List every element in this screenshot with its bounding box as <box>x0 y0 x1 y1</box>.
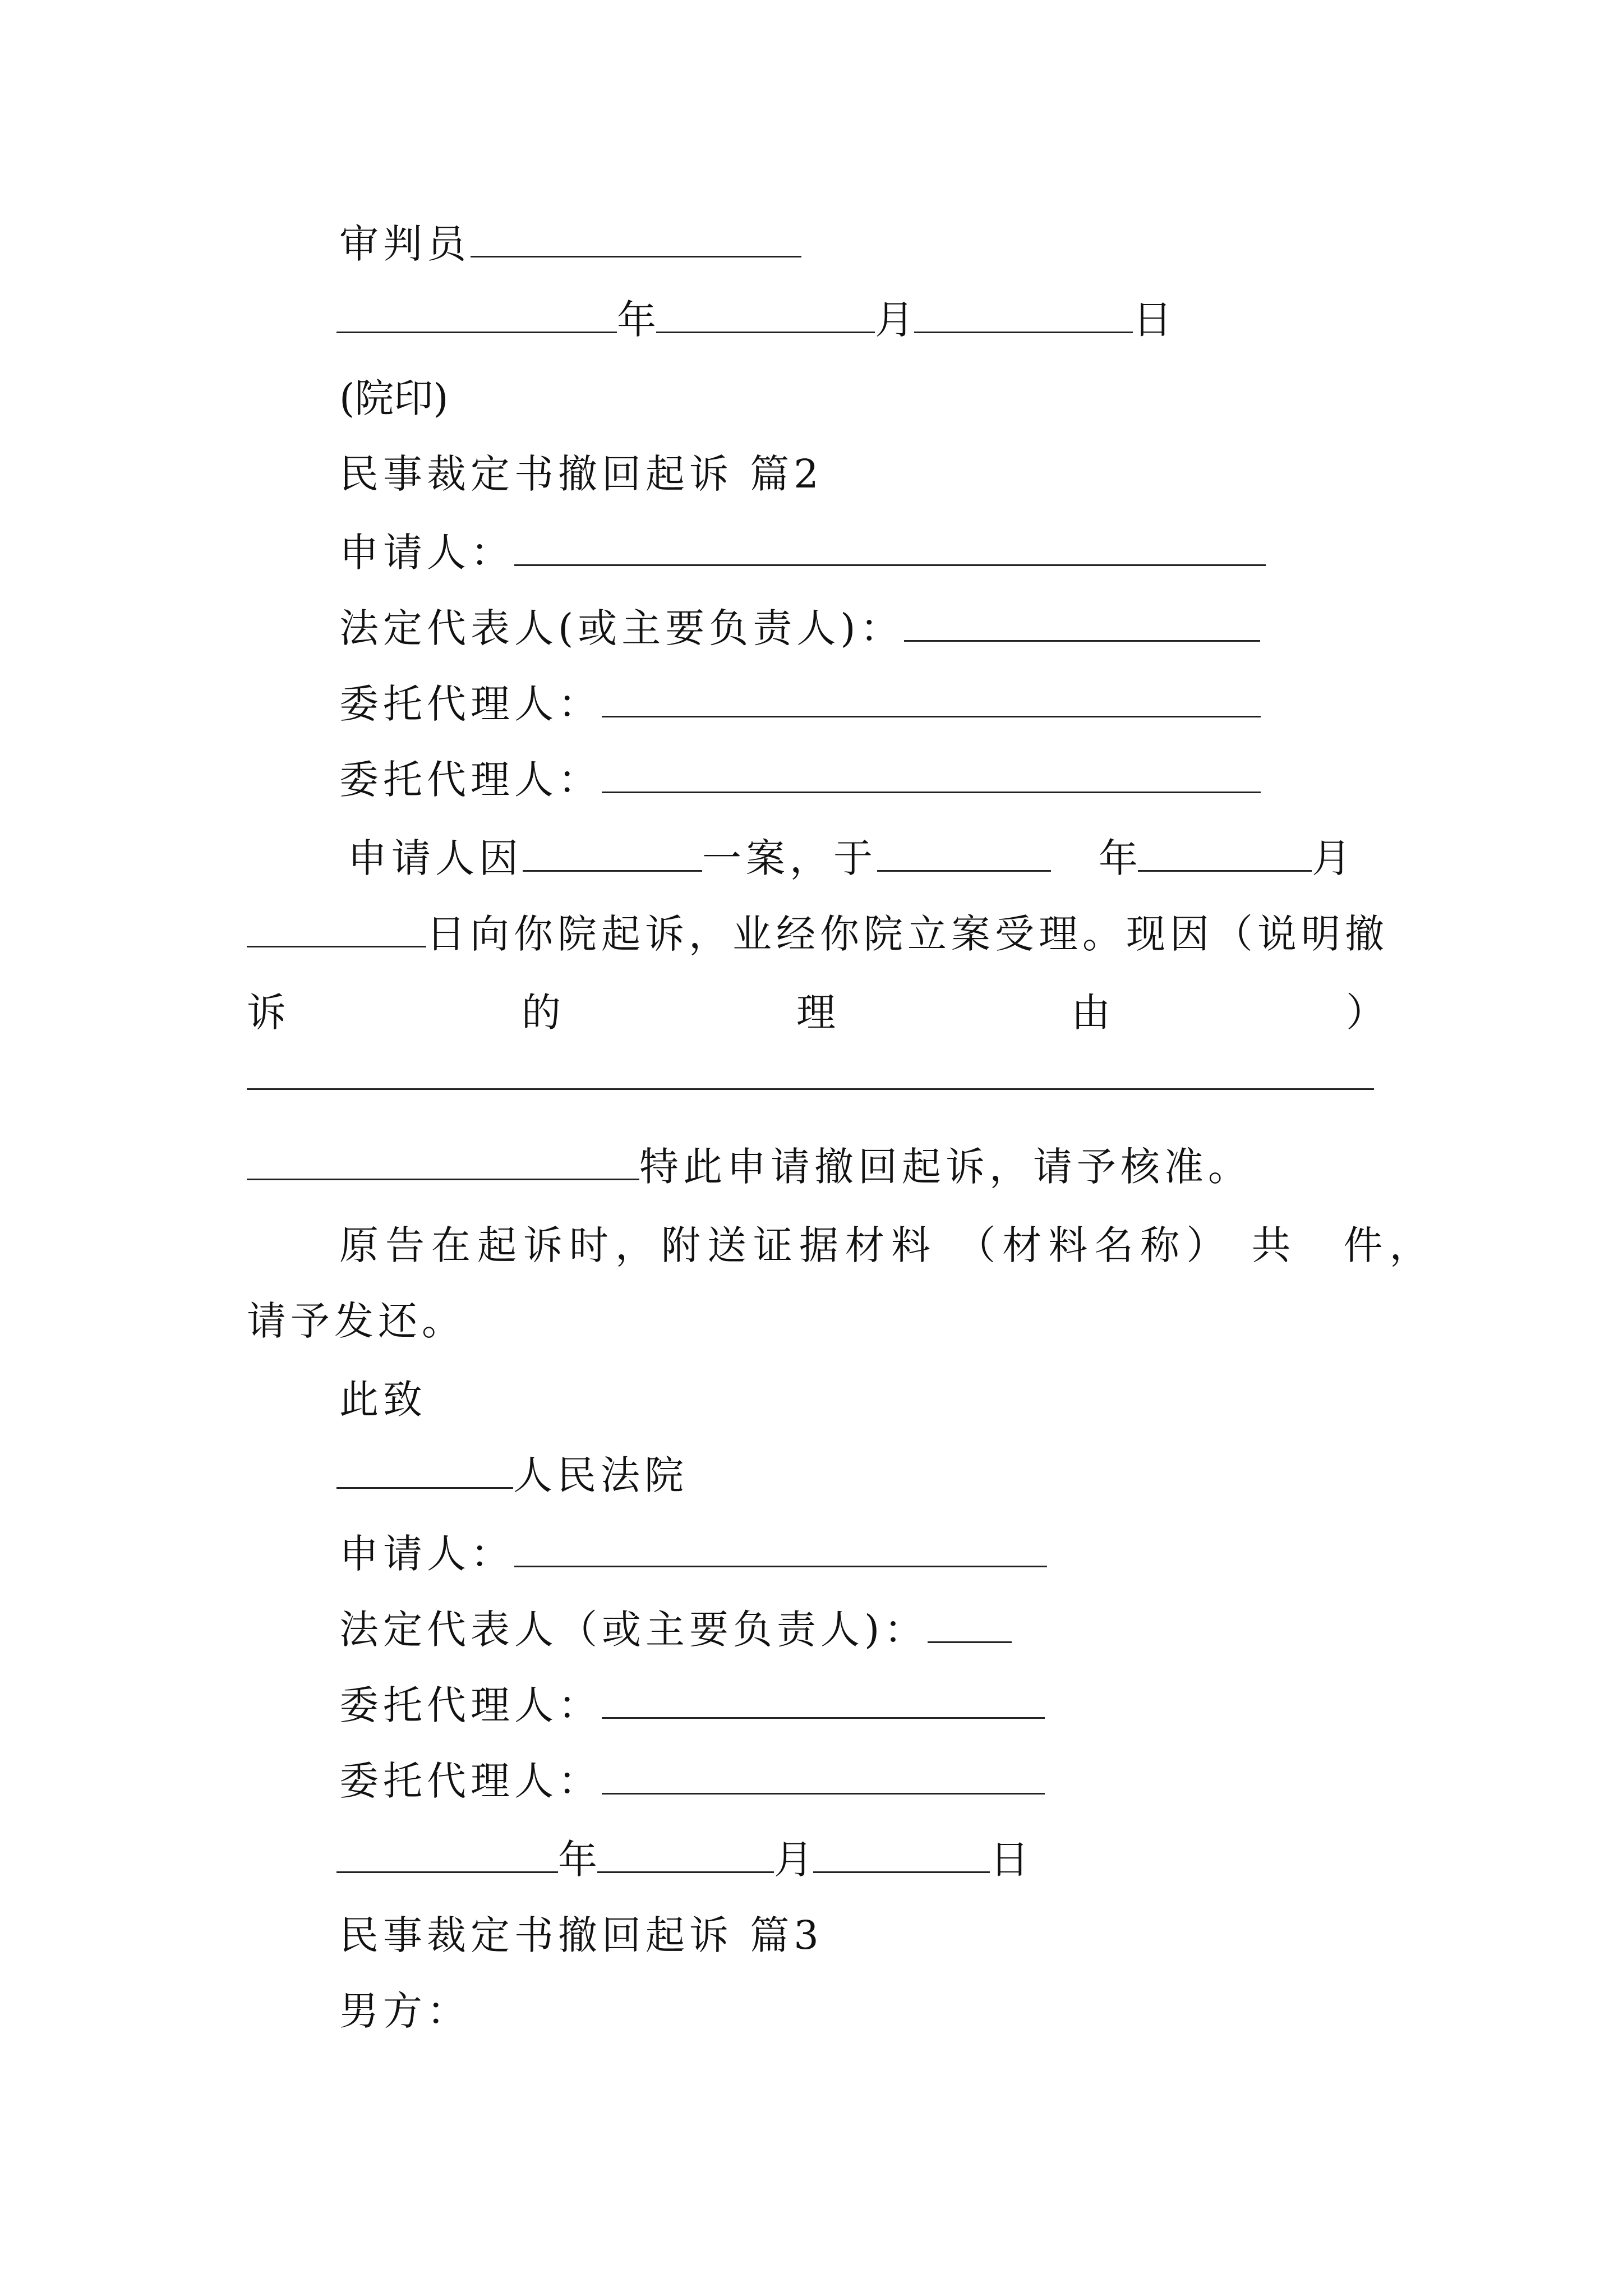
sign-agent-blank-2 <box>602 1759 1045 1795</box>
body-line-3 <box>247 982 1385 1043</box>
section3-title-text: 民事裁定书撤回起诉 篇3 <box>339 1912 823 1958</box>
body-p1-a: 申请人因 <box>348 835 523 881</box>
body-p1-b: 一案，于 <box>702 835 877 881</box>
sign-agent-line-1 <box>339 1674 1045 1736</box>
sign-applicant-blank <box>514 1532 1047 1567</box>
section2-title-text: 民事裁定书撤回起诉 篇2 <box>339 451 823 497</box>
court-seal-text: (院印) <box>339 375 449 421</box>
day2-blank <box>247 912 426 947</box>
legal-rep-label: 法定代表人(或主要负责人)： <box>339 605 904 651</box>
reason-blank-2 <box>247 1145 639 1180</box>
body-p6: 请予发还。 <box>247 1298 465 1344</box>
body-p5: 原告在起诉时，附送证据材料 （材料名称） 共 件， <box>339 1222 1436 1268</box>
sign-day-blank <box>813 1838 990 1873</box>
date-line-2 <box>336 1829 1029 1890</box>
day-label: 日 <box>1133 297 1172 343</box>
agent-label-2: 委托代理人： <box>339 757 602 803</box>
legal-rep-line <box>339 597 1260 659</box>
reason-blank-1 <box>247 1055 1374 1090</box>
sign-month-blank <box>597 1838 774 1873</box>
sign-month-label: 月 <box>774 1837 813 1883</box>
body-line-1 <box>348 827 1351 889</box>
applicant-label: 申请人： <box>339 530 514 576</box>
month-label: 月 <box>875 297 914 343</box>
salutation-text: 此致 <box>339 1377 427 1423</box>
applicant-blank <box>514 531 1266 566</box>
sign-agent-label-2: 委托代理人： <box>339 1758 602 1804</box>
sign-day-label: 日 <box>990 1837 1029 1883</box>
case-blank <box>523 836 702 872</box>
reason-blank-line <box>247 1055 1374 1116</box>
date-line-1 <box>336 289 1172 351</box>
sign-applicant-line <box>339 1523 1047 1585</box>
reason-char-5: ） <box>1346 990 1385 1036</box>
reason-char-3: 理 <box>796 990 836 1036</box>
body-line-2 <box>247 903 1389 965</box>
sign-year-blank <box>336 1838 558 1873</box>
agent-label-1: 委托代理人： <box>339 681 602 727</box>
applicant-line <box>339 522 1266 583</box>
reason-char-4: 由 <box>1071 990 1110 1036</box>
year-blank <box>336 298 617 333</box>
court-seal <box>339 367 449 429</box>
year-label: 年 <box>617 297 656 343</box>
day-blank <box>914 298 1133 333</box>
sign-agent-label-1: 委托代理人： <box>339 1682 602 1728</box>
body-line-6 <box>247 1290 465 1352</box>
court-line <box>336 1444 688 1506</box>
agent-blank-1 <box>602 682 1261 717</box>
section2-title <box>339 443 823 505</box>
judge-blank <box>471 222 801 257</box>
body-line-4 <box>247 1136 1252 1198</box>
year2-blank <box>877 836 1051 872</box>
court-blank <box>336 1453 513 1489</box>
body-p2: 日向你院起诉，业经你院立案受理。现因（说明撤 <box>426 911 1389 957</box>
sign-legal-rep-label: 法定代表人（或主要负责人)： <box>339 1607 928 1653</box>
body-line-5 <box>339 1214 1436 1276</box>
reason-char-1: 诉 <box>247 990 286 1036</box>
judge-line <box>339 213 801 275</box>
section3-title <box>339 1904 823 1966</box>
sign-agent-line-2 <box>339 1750 1045 1812</box>
sign-year-label: 年 <box>558 1837 597 1883</box>
body-p1-c: 年 <box>1099 835 1138 881</box>
sign-agent-blank-1 <box>602 1683 1045 1719</box>
reason-char-2: 的 <box>522 990 561 1036</box>
agent-line-1 <box>339 673 1261 735</box>
month-blank <box>656 298 875 333</box>
agent-blank-2 <box>602 758 1261 793</box>
body-p4: 特此申请撤回起诉，请予核准。 <box>639 1144 1252 1190</box>
sign-legal-rep-blank <box>928 1608 1012 1643</box>
legal-rep-blank <box>904 606 1260 642</box>
male-label: 男方： <box>339 1988 471 2034</box>
agent-line-2 <box>339 749 1261 811</box>
month2-blank <box>1138 836 1312 872</box>
salutation <box>339 1369 427 1430</box>
body-p1-d: 月 <box>1312 835 1351 881</box>
judge-label: 审判员 <box>339 221 471 267</box>
court-suffix: 人民法院 <box>513 1452 688 1498</box>
sign-applicant-label: 申请人： <box>339 1531 514 1577</box>
sign-legal-rep-line <box>339 1599 1012 1660</box>
male-line <box>339 1980 471 2042</box>
